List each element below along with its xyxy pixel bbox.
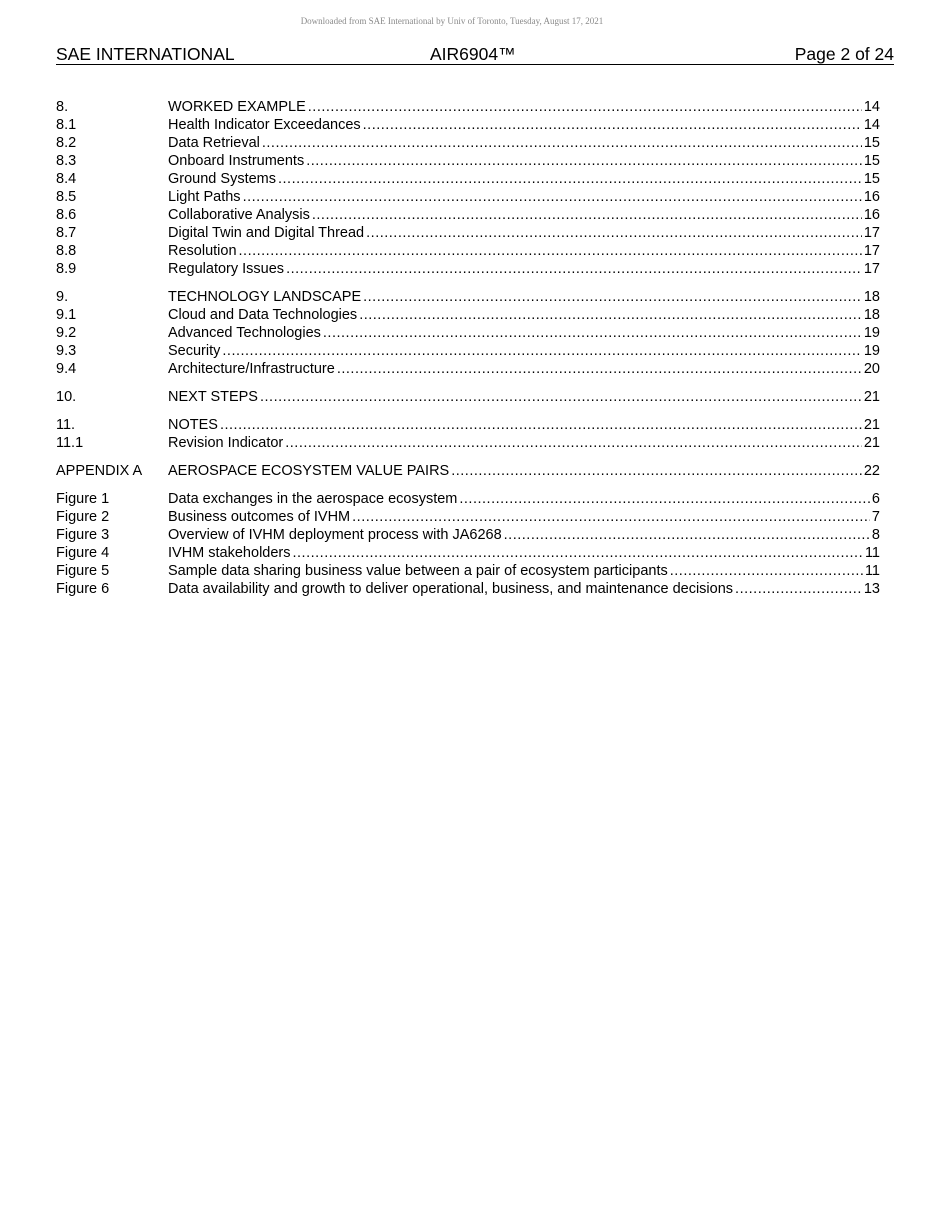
toc-entry-number: 8.5 — [56, 189, 77, 205]
dot-leader — [735, 580, 862, 598]
toc-entry-number: 8.1 — [56, 117, 77, 133]
toc-entry-number: Figure 6 — [56, 581, 110, 597]
toc-group — [56, 462, 880, 480]
toc-entry[interactable] — [56, 152, 880, 170]
dot-leader — [352, 508, 870, 526]
toc-entry[interactable] — [56, 206, 880, 224]
toc-entry[interactable] — [56, 288, 880, 306]
dot-leader — [286, 260, 862, 278]
toc-entry-page: 7 — [871, 509, 880, 525]
toc-entry[interactable] — [56, 324, 880, 342]
toc-group — [56, 490, 880, 598]
toc-entry-number: 11.1 — [56, 435, 84, 451]
toc-entry-number: Figure 3 — [56, 527, 110, 543]
toc-entry-number: 8.4 — [56, 171, 77, 187]
toc-entry-page: 15 — [863, 135, 880, 151]
toc-entry-number: 11. — [56, 417, 76, 433]
toc-entry-title: NEXT STEPS — [168, 389, 258, 405]
dot-leader — [243, 188, 862, 206]
toc-entry[interactable] — [56, 224, 880, 242]
toc-entry-page: 6 — [871, 491, 880, 507]
toc-entry-title: Cloud and Data Technologies — [168, 307, 358, 323]
toc-entry[interactable] — [56, 170, 880, 188]
dot-leader — [363, 116, 862, 134]
toc-entry[interactable] — [56, 580, 880, 598]
toc-entry[interactable] — [56, 544, 880, 562]
toc-entry-number: Figure 2 — [56, 509, 110, 525]
dot-leader — [308, 98, 862, 116]
toc-entry-page: 18 — [863, 289, 880, 305]
dot-leader — [323, 324, 862, 342]
toc-entry[interactable] — [56, 242, 880, 260]
dot-leader — [366, 224, 862, 242]
toc-entry-title: TECHNOLOGY LANDSCAPE — [168, 289, 362, 305]
dot-leader — [312, 206, 862, 224]
toc-entry-page: 21 — [863, 389, 880, 405]
toc-entry-title: Data availability and growth to deliver operational, business, and maintenance decisions — [168, 581, 734, 597]
toc-group — [56, 388, 880, 406]
toc-entry-page: 19 — [863, 343, 880, 359]
toc-entry-number: 9.1 — [56, 307, 77, 323]
toc-entry-number: 10. — [56, 389, 77, 405]
toc-group — [56, 416, 880, 452]
toc-entry[interactable] — [56, 562, 880, 580]
toc-entry-page: 17 — [863, 243, 880, 259]
toc-entry-page: 15 — [863, 171, 880, 187]
dot-leader — [451, 462, 862, 480]
toc-entry-title: Regulatory Issues — [168, 261, 285, 277]
toc-entry[interactable] — [56, 526, 880, 544]
toc-entry-number: Figure 1 — [56, 491, 110, 507]
dot-leader — [222, 342, 861, 360]
toc-entry-title: IVHM stakeholders — [168, 545, 291, 561]
toc-entry-title: Security — [168, 343, 221, 359]
toc-entry-number: 9.2 — [56, 325, 77, 341]
toc-entry[interactable] — [56, 188, 880, 206]
toc-entry[interactable] — [56, 462, 880, 480]
toc-entry-title: Ground Systems — [168, 171, 276, 187]
header-page-number: Page 2 of 24 — [794, 44, 894, 64]
toc-entry-page: 19 — [863, 325, 880, 341]
dot-leader — [262, 134, 862, 152]
dot-leader — [359, 306, 862, 324]
toc-entry[interactable] — [56, 434, 880, 452]
toc-entry-title: Architecture/Infrastructure — [168, 361, 335, 377]
toc-entry[interactable] — [56, 490, 880, 508]
header-publisher: SAE INTERNATIONAL — [56, 44, 235, 64]
dot-leader — [459, 490, 870, 508]
toc-entry[interactable] — [56, 360, 880, 378]
toc-entry-title: Advanced Technologies — [168, 325, 321, 341]
dot-leader — [260, 388, 862, 406]
toc-entry-page: 11 — [864, 545, 880, 561]
toc-entry-title: AEROSPACE ECOSYSTEM VALUE PAIRS — [168, 463, 450, 479]
toc-entry-title: Business outcomes of IVHM — [168, 509, 351, 525]
dot-leader — [239, 242, 862, 260]
dot-leader — [670, 562, 863, 580]
toc-entry[interactable] — [56, 98, 880, 116]
toc-entry[interactable] — [56, 116, 880, 134]
toc-entry-number: Figure 4 — [56, 545, 110, 561]
toc-entry-page: 15 — [863, 153, 880, 169]
toc-entry-number: 8.6 — [56, 207, 77, 223]
toc-entry-page: 21 — [863, 417, 880, 433]
toc-entry-page: 22 — [863, 463, 880, 479]
toc-entry-page: 16 — [863, 189, 880, 205]
dot-leader — [337, 360, 862, 378]
toc-entry-number: 8.8 — [56, 243, 77, 259]
toc-group — [56, 98, 880, 278]
toc-entry-title: Resolution — [168, 243, 237, 259]
toc-entry-title: Overview of IVHM deployment process with JA6268 — [168, 527, 502, 543]
toc-entry-title: Sample data sharing business value between a pair of ecosystem participants — [168, 563, 668, 579]
toc-entry-page: 17 — [863, 225, 880, 241]
toc-entry[interactable] — [56, 342, 880, 360]
toc-entry-number: APPENDIX A — [56, 463, 143, 479]
download-watermark: Downloaded from SAE International by Univ of Toronto, Tuesday, August 17, 2021 — [300, 16, 604, 26]
toc-entry-title: Revision Indicator — [168, 435, 284, 451]
toc-group — [56, 288, 880, 378]
toc-entry-number: 9.3 — [56, 343, 77, 359]
dot-leader — [285, 434, 862, 452]
toc-entry-number: 8.9 — [56, 261, 77, 277]
toc-entry-title: Data Retrieval — [168, 135, 260, 151]
toc-entry-number: 9.4 — [56, 361, 77, 377]
toc-entry-page: 18 — [863, 307, 880, 323]
dot-leader — [293, 544, 863, 562]
toc-entry-title: NOTES — [168, 417, 218, 433]
toc-entry-title: Light Paths — [168, 189, 241, 205]
toc-entry-number: 8.2 — [56, 135, 77, 151]
toc-entry[interactable] — [56, 416, 880, 434]
toc-entry[interactable] — [56, 134, 880, 152]
toc-entry[interactable] — [56, 260, 880, 278]
toc-entry-page: 13 — [863, 581, 880, 597]
toc-entry-number: Figure 5 — [56, 563, 110, 579]
toc-entry-number: 8. — [56, 99, 69, 115]
toc-entry-page: 14 — [863, 117, 880, 133]
toc-entry[interactable] — [56, 388, 880, 406]
toc-entry-page: 16 — [863, 207, 880, 223]
dot-leader — [220, 416, 862, 434]
header-document-number: AIR6904™ — [430, 44, 516, 64]
toc-entry-title: Data exchanges in the aerospace ecosystem — [168, 491, 458, 507]
page-header — [56, 44, 894, 65]
toc-entry-number: 9. — [56, 289, 69, 305]
toc-entry-page: 17 — [863, 261, 880, 277]
table-of-contents — [56, 98, 880, 608]
toc-entry-page: 11 — [864, 563, 880, 579]
toc-entry-title: WORKED EXAMPLE — [168, 99, 306, 115]
dot-leader — [306, 152, 862, 170]
dot-leader — [504, 526, 870, 544]
toc-entry-page: 14 — [863, 99, 880, 115]
toc-entry-title: Collaborative Analysis — [168, 207, 310, 223]
toc-entry[interactable] — [56, 508, 880, 526]
toc-entry-title: Digital Twin and Digital Thread — [168, 225, 365, 241]
toc-entry-page: 8 — [871, 527, 880, 543]
dot-leader — [278, 170, 862, 188]
dot-leader — [363, 288, 862, 306]
toc-entry-number: 8.3 — [56, 153, 77, 169]
toc-entry-number: 8.7 — [56, 225, 77, 241]
toc-entry-title: Onboard Instruments — [168, 153, 305, 169]
toc-entry-page: 20 — [863, 361, 880, 377]
toc-entry-page: 21 — [863, 435, 880, 451]
toc-entry[interactable] — [56, 306, 880, 324]
toc-entry-title: Health Indicator Exceedances — [168, 117, 361, 133]
